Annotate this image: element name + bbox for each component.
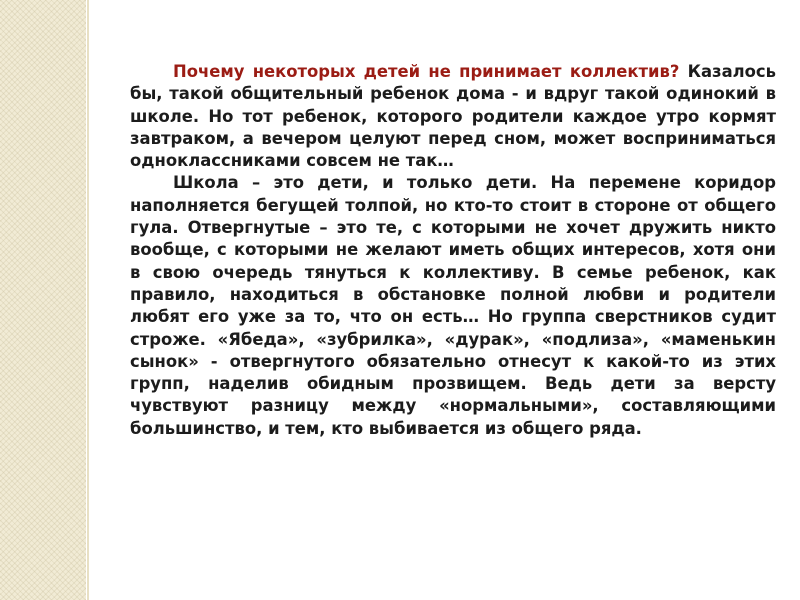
paragraph-2	[130, 172, 776, 440]
decorative-side-bar	[0, 0, 86, 600]
decorative-divider	[87, 0, 89, 600]
paragraph-2-text: Школа – это дети, и только дети. На перемене коридор наполняется бегущей толпой, но кто-то стоит в стороне от общего гула. Отвергнутые – это те, с которыми не хочет дружить никто вообще, с которыми не желают иметь общих интересов, хотя они в свою очередь тянуться к коллективу. В семье ребенок, как правило, находиться в обстановке полной любви и родители любят его уже за то, что он есть… Но группа сверстников судит строже. «Ябеда», «зубрилка», «дурак», «подлиза», «маменькин сынок» - отвергнутого обязательно отнесут к какой-то из этих групп, наделив обидным прозвищем. Ведь дети за версту чувствуют разницу между «нормальными», составляющими большинство, и тем, кто выбивается из общего ряда.	[130, 173, 776, 438]
question-heading: Почему некоторых детей не принимает коллектив?	[173, 62, 680, 81]
slide-text-block	[130, 61, 776, 440]
paragraph-1	[130, 61, 776, 172]
paragraph-1-text: Казалось бы, такой общительный ребенок дома - и вдруг такой одинокий в школе. Но тот ребенок, которого родители каждое утро кормят завтраком, а вечером целуют перед сном, может восприниматься одноклассниками совсем не так…	[130, 62, 776, 171]
